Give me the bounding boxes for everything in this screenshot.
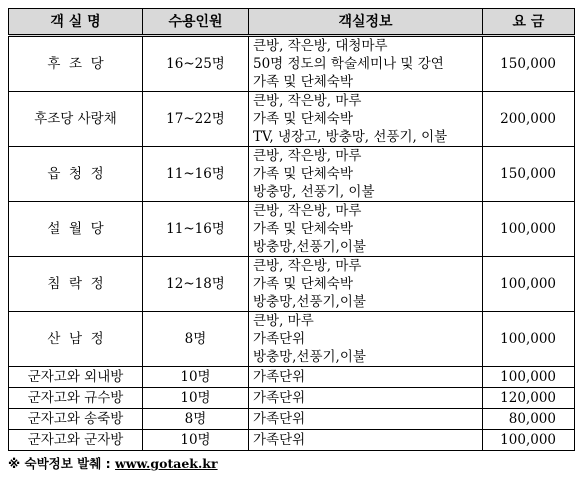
room-capacity: 10명 — [143, 388, 249, 409]
room-info — [249, 36, 483, 92]
room-name: 침 락 정 — [9, 257, 143, 312]
header-row — [9, 9, 575, 36]
table-row — [9, 92, 575, 147]
table-row — [9, 312, 575, 367]
room-info — [249, 202, 483, 257]
room-info-line: 큰방, 작은방, 마루 — [253, 148, 362, 164]
room-price: 150,000 — [483, 36, 575, 92]
table-row — [9, 257, 575, 312]
header-price: 요 금 — [483, 9, 575, 36]
room-name: 군자고와 군자방 — [9, 430, 143, 451]
table-row — [9, 430, 575, 451]
room-info — [249, 367, 483, 388]
room-info-line: 가족 및 단체숙박 — [253, 166, 353, 182]
room-info-line: 가족 및 단체숙박 — [253, 221, 353, 237]
room-name: 후 조 당 — [9, 36, 143, 92]
room-info — [249, 409, 483, 430]
room-capacity: 11~16명 — [143, 202, 249, 257]
room-table-body — [9, 36, 575, 451]
table-row — [9, 202, 575, 257]
header-capacity: 수용인원 — [143, 9, 249, 36]
room-info — [249, 430, 483, 451]
room-name: 군자고와 규수방 — [9, 388, 143, 409]
room-info-line: 방충망,선풍기,이불 — [253, 349, 366, 365]
room-price: 120,000 — [483, 388, 575, 409]
room-info-line: TV, 냉장고, 방충망, 선풍기, 이불 — [253, 129, 448, 145]
room-info-line: 큰방, 작은방, 마루 — [253, 203, 362, 219]
room-capacity: 17~22명 — [143, 92, 249, 147]
room-name: 군자고와 송죽방 — [9, 409, 143, 430]
room-name: 설 월 당 — [9, 202, 143, 257]
header-room-name: 객 실 명 — [9, 9, 143, 36]
table-row — [9, 147, 575, 202]
room-info-line: 큰방, 작은방, 마루 — [253, 258, 362, 274]
room-name: 산 남 정 — [9, 312, 143, 367]
room-info-line: 가족단위 — [253, 390, 306, 406]
room-info-line: 가족 및 단체숙박 — [253, 111, 353, 127]
room-price: 100,000 — [483, 430, 575, 451]
room-price: 100,000 — [483, 367, 575, 388]
room-info — [249, 312, 483, 367]
room-info-line: 방충망,선풍기,이불 — [253, 239, 366, 255]
room-info-line: 가족단위 — [253, 331, 306, 347]
room-info-line: 가족 및 단체숙박 — [253, 276, 353, 292]
room-capacity: 12~18명 — [143, 257, 249, 312]
room-price: 100,000 — [483, 202, 575, 257]
room-info-line: 방충망, 선풍기, 이불 — [253, 184, 375, 200]
room-info-line: 방충망,선풍기,이불 — [253, 294, 366, 310]
room-info-line: 가족단위 — [253, 369, 306, 385]
room-name: 군자고와 외내방 — [9, 367, 143, 388]
header-room-info: 객실정보 — [249, 9, 483, 36]
room-info-line: 가족 및 단체숙박 — [253, 74, 353, 90]
room-price: 200,000 — [483, 92, 575, 147]
room-capacity: 11~16명 — [143, 147, 249, 202]
room-info-line: 가족단위 — [253, 432, 306, 448]
room-price: 100,000 — [483, 257, 575, 312]
room-info-line: 큰방, 작은방, 마루 — [253, 93, 362, 109]
room-info — [249, 147, 483, 202]
table-row — [9, 409, 575, 430]
room-capacity: 8명 — [143, 312, 249, 367]
room-info — [249, 92, 483, 147]
room-table — [8, 8, 575, 451]
room-capacity: 10명 — [143, 367, 249, 388]
table-row — [9, 36, 575, 92]
room-info-line: 가족단위 — [253, 411, 306, 427]
source-footnote — [8, 454, 218, 472]
footnote-prefix: ※ 숙박정보 발췌 : — [8, 456, 116, 471]
table-row — [9, 367, 575, 388]
source-link[interactable]: www.gotaek.kr — [115, 456, 218, 471]
table-row — [9, 388, 575, 409]
room-capacity: 8명 — [143, 409, 249, 430]
room-info-line: 큰방, 작은방, 대청마루 — [253, 38, 388, 54]
room-info-line: 큰방, 마루 — [253, 313, 314, 329]
room-price: 80,000 — [483, 409, 575, 430]
room-info — [249, 388, 483, 409]
room-name: 읍 청 정 — [9, 147, 143, 202]
room-info-line: 50명 정도의 학술세미나 및 강연 — [253, 56, 444, 72]
room-price: 100,000 — [483, 312, 575, 367]
room-name: 후조당 사랑채 — [9, 92, 143, 147]
room-info — [249, 257, 483, 312]
room-capacity: 10명 — [143, 430, 249, 451]
room-price: 150,000 — [483, 147, 575, 202]
room-capacity: 16~25명 — [143, 36, 249, 92]
